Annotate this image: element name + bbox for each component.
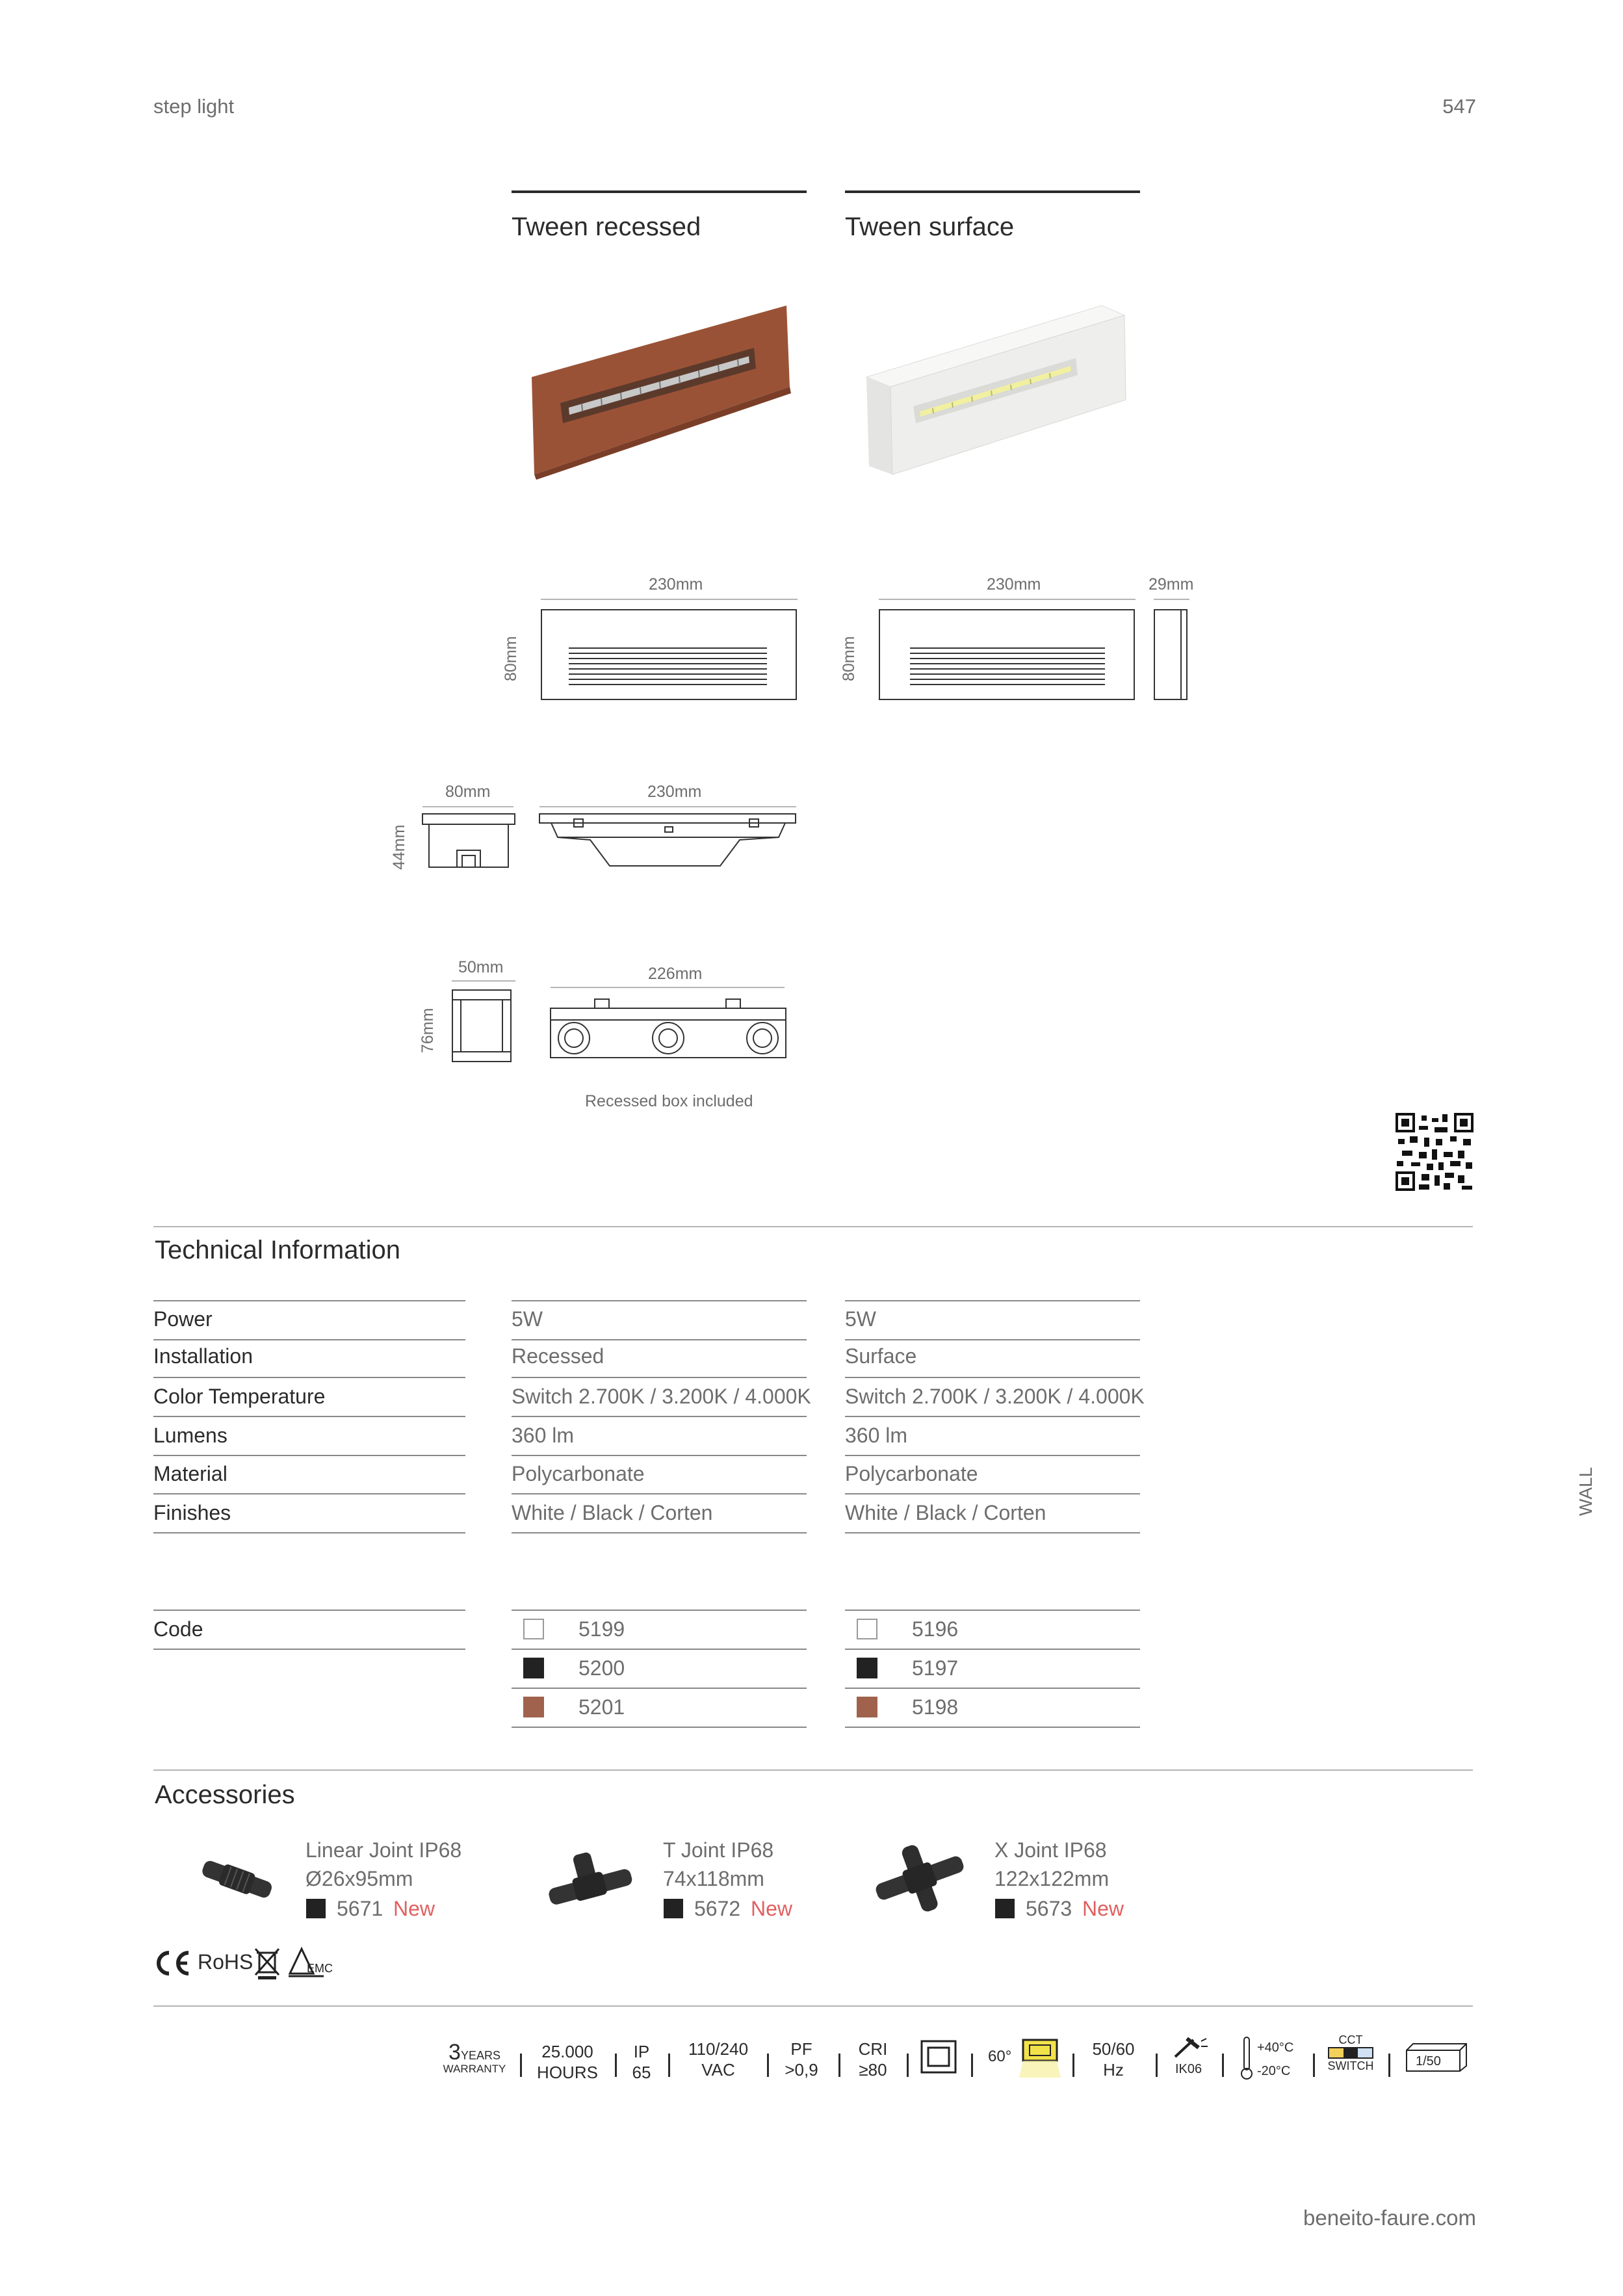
separator [1313, 2054, 1315, 2077]
tech-value-recessed: 5W [512, 1307, 543, 1331]
product-title-surface: Tween surface [845, 213, 1015, 241]
code-value: 5199 [578, 1617, 625, 1641]
accessory-size: 74x118mm [663, 1867, 764, 1890]
separator [1388, 2054, 1390, 2077]
table-rule [845, 1455, 1140, 1456]
cct-label: CCT [1338, 2033, 1363, 2046]
swatch-black [995, 1899, 1015, 1918]
tech-value-recessed: White / Black / Corten [512, 1501, 713, 1524]
swatch-black [306, 1899, 326, 1918]
beam-angle-icon [1019, 2037, 1062, 2079]
operating-temperature [1257, 2036, 1293, 2083]
front-drawing-recessed [539, 608, 799, 705]
separator [838, 2054, 840, 2077]
dim-height: 76mm [419, 1008, 437, 1053]
separator [971, 2054, 973, 2077]
warranty-badge [442, 2040, 507, 2076]
pf-label: PF [790, 2039, 812, 2059]
ip-rating [625, 2041, 658, 2083]
lifetime-hours [532, 2041, 603, 2083]
code-value: 5200 [578, 1656, 625, 1680]
power-factor [779, 2039, 824, 2080]
table-rule [845, 1339, 1140, 1340]
warranty-years: YEARS [460, 2049, 500, 2062]
tech-value-recessed: Polycarbonate [512, 1462, 645, 1485]
separator [1072, 2054, 1074, 2077]
dim-width: 230mm [647, 783, 702, 801]
box-front-drawing [549, 998, 790, 1063]
table-rule [512, 1532, 807, 1533]
product-image-surface [855, 296, 1134, 484]
footer-url[interactable]: beneito-faure.com [1303, 2206, 1476, 2230]
qr-code [1396, 1113, 1474, 1191]
table-rule [512, 1688, 807, 1689]
separator [1156, 2054, 1158, 2077]
swatch-corten [523, 1697, 544, 1717]
swatch-white [857, 1619, 877, 1639]
new-badge: New [1082, 1897, 1124, 1920]
accessory-code: 5671 [337, 1897, 383, 1920]
x-joint-image [871, 1841, 968, 1916]
tech-title: Technical Information [155, 1236, 400, 1264]
dim-line [452, 980, 515, 982]
accessory-name: T Joint IP68 [663, 1838, 774, 1862]
table-rule [845, 1610, 1140, 1611]
section-divider [153, 1226, 1473, 1227]
category-tab: WALL [1576, 1467, 1596, 1516]
dim-depth: 29mm [1149, 575, 1194, 594]
table-rule [845, 1727, 1140, 1728]
code-value: 5198 [912, 1695, 959, 1719]
warranty-number: 3 [448, 2040, 461, 2065]
voltage-label: VAC [701, 2060, 735, 2080]
table-rule [153, 1610, 465, 1611]
tech-value-surface: Surface [845, 1344, 917, 1368]
frequency-value: 50/60 [1092, 2039, 1135, 2059]
product-image-recessed [520, 296, 799, 484]
dim-width: 230mm [649, 575, 703, 594]
table-rule [512, 1610, 807, 1611]
voltage [679, 2039, 757, 2080]
separator [615, 2054, 617, 2077]
table-rule [153, 1455, 465, 1456]
package-scale: 1/50 [1416, 2054, 1441, 2068]
section-name: step light [153, 95, 235, 118]
section-divider [153, 1769, 1473, 1771]
table-rule [153, 1649, 465, 1650]
product-title-recessed: Tween recessed [512, 213, 701, 241]
cri-rating [850, 2039, 896, 2080]
title-rule [845, 190, 1140, 193]
table-rule [845, 1416, 1140, 1417]
table-rule [845, 1300, 1140, 1301]
table-rule [512, 1727, 807, 1728]
emc-label: EMC [307, 1962, 333, 1975]
ik-rating: IK06 [1175, 2062, 1202, 2076]
cct-switch-icon [1328, 2047, 1373, 2059]
temp-min: -20°C [1257, 2064, 1291, 2078]
separator [520, 2054, 522, 2077]
ce-mark-icon [153, 1949, 192, 1977]
linear-joint-image [195, 1853, 279, 1905]
front-drawing-surface [877, 608, 1137, 705]
temp-max: +40°C [1257, 2041, 1294, 2055]
accessory-size: 122x122mm [994, 1867, 1110, 1890]
dim-line [422, 806, 513, 807]
dim-height: 44mm [390, 824, 408, 870]
tech-value-surface: 5W [845, 1307, 876, 1331]
tech-value-recessed: Switch 2.700K / 3.200K / 4.000K [512, 1385, 811, 1408]
dim-line [541, 599, 798, 600]
accessory-name: Linear Joint IP68 [305, 1838, 462, 1862]
code-value: 5197 [912, 1656, 959, 1680]
ip-value: 65 [632, 2063, 651, 2082]
table-rule [153, 1377, 465, 1378]
table-rule [845, 1377, 1140, 1378]
emc-mark-icon [287, 1948, 333, 1979]
impact-hammer-icon [1170, 2036, 1209, 2059]
separator [767, 2054, 769, 2077]
table-rule [512, 1339, 807, 1340]
tech-value-surface: Polycarbonate [845, 1462, 978, 1485]
ip-label: IP [633, 2042, 650, 2061]
swatch-corten [857, 1697, 877, 1717]
dim-height: 80mm [840, 636, 858, 681]
tech-value-recessed: 360 lm [512, 1424, 575, 1447]
dim-line [539, 806, 796, 807]
rohs-mark: RoHS [198, 1950, 253, 1974]
code-label: Code [153, 1617, 203, 1641]
tech-value-recessed: Recessed [512, 1344, 604, 1368]
accessory-name: X Joint IP68 [994, 1838, 1107, 1862]
cri-value: ≥80 [859, 2060, 887, 2080]
table-rule [153, 1493, 465, 1494]
dim-width: 230mm [987, 575, 1041, 594]
dim-line [1154, 599, 1189, 600]
table-rule [512, 1377, 807, 1378]
table-rule [845, 1493, 1140, 1494]
page-number: 547 [1442, 95, 1476, 118]
accessories-title: Accessories [155, 1781, 295, 1809]
tech-label: Finishes [153, 1501, 231, 1524]
frequency [1084, 2039, 1143, 2080]
table-rule [512, 1416, 807, 1417]
separator [668, 2054, 670, 2077]
cri-label: CRI [858, 2039, 888, 2059]
tech-value-surface: 360 lm [845, 1424, 908, 1447]
weee-bin-icon [253, 1946, 281, 1980]
frequency-label: Hz [1103, 2060, 1124, 2080]
side-section-drawing [421, 813, 519, 871]
code-value: 5196 [912, 1617, 959, 1641]
table-rule [845, 1532, 1140, 1533]
tech-value-surface: White / Black / Corten [845, 1501, 1046, 1524]
table-rule [153, 1416, 465, 1417]
hours-value: 25.000 [541, 2042, 593, 2061]
table-rule [512, 1455, 807, 1456]
new-badge: New [751, 1897, 793, 1920]
side-drawing-surface [1152, 608, 1191, 705]
tech-label: Power [153, 1307, 213, 1331]
box-side-drawing [450, 988, 515, 1066]
accessory-code: 5673 [1026, 1897, 1072, 1920]
beam-angle: 60° [988, 2048, 1012, 2065]
dim-width: 226mm [648, 965, 703, 983]
tech-label: Material [153, 1462, 227, 1485]
pf-value: >0,9 [785, 2060, 818, 2080]
table-rule [153, 1339, 465, 1340]
tech-label: Installation [153, 1344, 253, 1368]
box-caption: Recessed box included [585, 1092, 753, 1110]
t-joint-image [539, 1846, 637, 1911]
swatch-black [664, 1899, 683, 1918]
table-rule [512, 1493, 807, 1494]
code-value: 5201 [578, 1695, 625, 1719]
dim-depth: 50mm [458, 958, 504, 976]
title-rule [512, 190, 807, 193]
dim-line [879, 599, 1136, 600]
hours-label: HOURS [537, 2063, 598, 2082]
swatch-black [857, 1658, 877, 1678]
dim-depth: 80mm [445, 783, 491, 801]
dim-height: 80mm [502, 636, 520, 681]
separator [907, 2054, 909, 2077]
table-rule [512, 1649, 807, 1650]
top-section-drawing [538, 813, 798, 871]
accessory-size: Ø26x95mm [305, 1867, 413, 1890]
table-rule [845, 1649, 1140, 1650]
tech-label: Color Temperature [153, 1385, 326, 1408]
warranty-label: WARRANTY [443, 2063, 506, 2075]
section-divider [153, 2005, 1473, 2007]
table-rule [153, 1300, 465, 1301]
tech-value-surface: Switch 2.700K / 3.200K / 4.000K [845, 1385, 1145, 1408]
voltage-value: 110/240 [688, 2039, 749, 2059]
new-badge: New [393, 1897, 435, 1920]
swatch-black [523, 1658, 544, 1678]
cct-switch [1325, 2033, 1377, 2073]
dim-line [551, 987, 785, 988]
cct-sublabel: SWITCH [1327, 2059, 1374, 2072]
swatch-white [523, 1619, 544, 1639]
tech-label: Lumens [153, 1424, 227, 1447]
table-rule [153, 1532, 465, 1533]
thermometer-icon [1239, 2036, 1254, 2080]
separator [1222, 2054, 1224, 2077]
table-rule [845, 1688, 1140, 1689]
class-ii-icon [920, 2040, 957, 2074]
accessory-code: 5672 [694, 1897, 741, 1920]
table-rule [512, 1300, 807, 1301]
